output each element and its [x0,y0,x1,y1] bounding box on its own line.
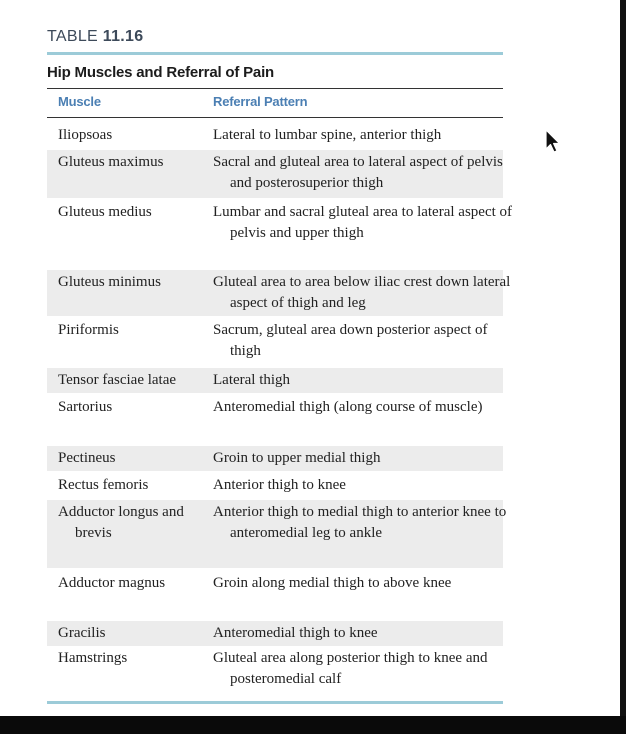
muscle-cell: Gracilis [58,625,106,641]
table-row [47,571,503,619]
table-row [47,646,503,694]
muscle-cell: Piriformis [58,322,119,338]
muscle-cell: Rectus femoris [58,477,149,493]
table-row [47,368,503,393]
table-row [47,500,507,568]
table-row [47,150,503,198]
table-row [47,200,513,268]
table-row [47,395,503,443]
header-top-rule [47,88,503,89]
column-header-muscle: Muscle [58,94,101,109]
table-row [47,123,503,148]
table-row [47,621,503,646]
muscle-cell: Adductor longus and brevis [58,504,184,541]
mouse-pointer-icon [545,129,561,160]
muscle-cell: Pectineus [58,450,116,466]
table-row [47,446,503,471]
table-row [47,318,503,364]
muscle-cell: Gluteus medius [58,204,152,220]
referral-cell: Anteromedial thigh (along course of muscle) [213,399,483,415]
table-label [47,28,143,46]
referral-cell: Lateral thigh [213,372,291,388]
referral-cell: Lateral to lumbar spine, anterior thigh [213,127,442,143]
muscle-cell: Tensor fasciae latae [58,372,177,388]
muscle-cell: Adductor magnus [58,575,166,591]
referral-cell: Gluteal area to area below iliac crest down lateral aspect of thigh and leg [213,274,511,311]
referral-cell: Sacral and gluteal area to lateral aspect of pelvis and posterosuperior thigh [213,154,503,191]
top-accent-rule [47,52,503,55]
screen-bottom-bar [0,716,626,734]
header-bottom-rule [47,117,503,118]
referral-cell: Groin to upper medial thigh [213,450,381,466]
referral-cell: Anteromedial thigh to knee [213,625,378,641]
referral-cell: Lumbar and sacral gluteal area to lateral aspect of pelvis and upper thigh [213,204,513,241]
table-row [47,473,503,498]
muscle-cell: Gluteus minimus [58,274,161,290]
bottom-accent-rule [47,701,503,704]
muscle-cell: Sartorius [58,399,113,415]
referral-cell: Anterior thigh to medial thigh to anterior knee to anteromedial leg to ankle [213,504,507,541]
muscle-cell: Iliopsoas [58,127,113,143]
table-title: Hip Muscles and Referral of Pain [47,64,274,81]
muscle-cell: Gluteus maximus [58,154,164,170]
table-row [47,270,511,316]
muscle-cell: Hamstrings [58,650,128,666]
referral-cell: Groin along medial thigh to above knee [213,575,452,591]
table-label-prefix: TABLE [47,28,98,45]
referral-cell: Anterior thigh to knee [213,477,346,493]
table-number: 11.16 [102,28,144,45]
referral-cell: Sacrum, gluteal area down posterior aspect of thigh [213,322,488,359]
referral-cell: Gluteal area along posterior thigh to knee and posteromedial calf [213,650,488,687]
screen-edge [620,0,626,716]
column-header-referral: Referral Pattern [213,94,308,109]
